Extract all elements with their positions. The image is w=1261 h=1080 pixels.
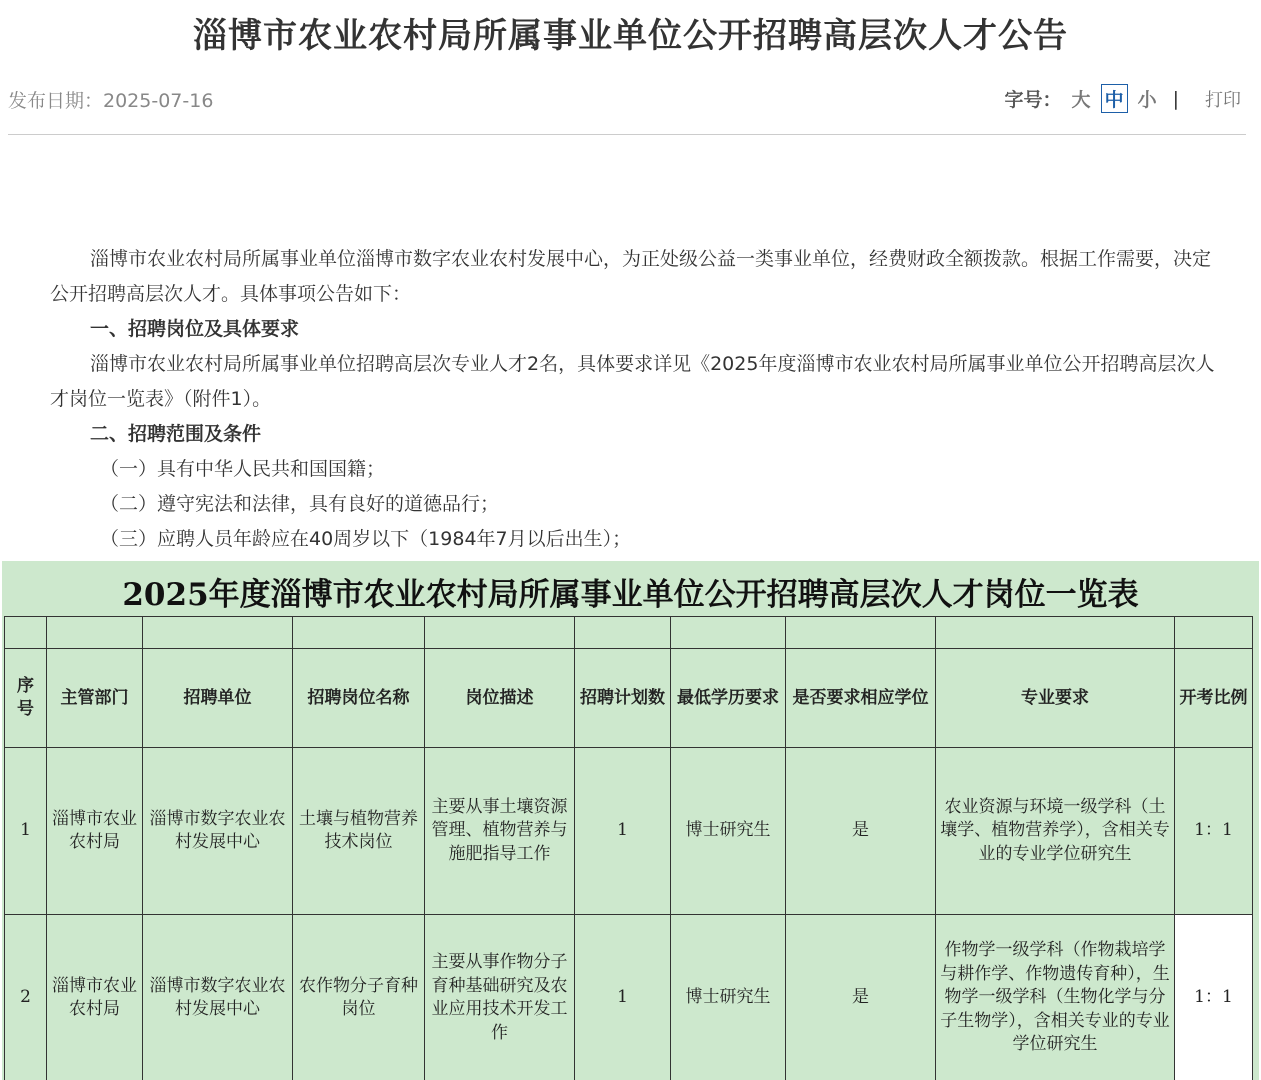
cell-count: 1: [575, 915, 671, 1080]
cell-position: 土壤与植物营养技术岗位: [293, 748, 425, 915]
intro-paragraph: 淄博市农业农村局所属事业单位淄博市数字农业农村发展中心，为正处级公益一类事业单位，经费财政全额拨款。根据工作需要，决定公开招聘高层次人才。具体事项公告如下：: [50, 248, 1212, 305]
header-cell: 是否要求相应学位: [786, 649, 936, 748]
cell-degree: 是: [786, 748, 936, 915]
header-cell: 招聘计划数: [575, 649, 671, 748]
font-size-label: 字号：: [1004, 89, 1062, 111]
header-cell: 开考比例: [1175, 649, 1253, 748]
cell-education: 博士研究生: [671, 915, 786, 1080]
table-row: [5, 748, 1253, 915]
condition-item: （一）具有中华人民共和国国籍；: [100, 458, 386, 480]
header-cell: 最低学历要求: [671, 649, 786, 748]
article-body: [50, 242, 1225, 557]
cell-unit: 淄博市数字农业农村发展中心: [143, 915, 293, 1080]
cell-major: 农业资源与环境一级学科（土壤学、植物营养学），含相关专业的专业学位研究生: [936, 748, 1175, 915]
page-title: 淄博市农业农村局所属事业单位公开招聘高层次人才公告: [193, 16, 1068, 56]
header-cell: 专业要求: [936, 649, 1175, 748]
cell-position: 农作物分子育种岗位: [293, 915, 425, 1080]
positions-table: [4, 616, 1253, 1080]
condition-item: （二）遵守宪法和法律，具有良好的道德品行；: [100, 493, 500, 515]
header-cell: 岗位描述: [425, 649, 575, 748]
header-cell: 招聘岗位名称: [293, 649, 425, 748]
header-cell: 序号: [5, 649, 47, 748]
section1-paragraph: 淄博市农业农村局所属事业单位招聘高层次专业人才2名，具体要求详见《2025年度淄博市农业农村局所属事业单位公开招聘高层次人才岗位一览表》（附件1）。: [50, 353, 1215, 410]
attachment-table-image: [2, 561, 1259, 1080]
font-size-large-button[interactable]: 大: [1071, 89, 1091, 111]
publish-date: 发布日期：2025-07-16: [8, 90, 214, 112]
font-size-small-button[interactable]: 小: [1137, 89, 1157, 111]
cell-count: 1: [575, 748, 671, 915]
cell-major: 作物学一级学科（作物栽培学与耕作学、作物遗传育种），生物学一级学科（生物化学与分子生物学），含相关专业的专业学位研究生: [936, 915, 1175, 1080]
cell-dept: 淄博市农业农村局: [47, 915, 143, 1080]
font-size-medium-button[interactable]: 中: [1101, 84, 1128, 113]
cell-description: 主要从事作物分子育种基础研究及农业应用技术开发工作: [425, 915, 575, 1080]
cell-no: 2: [5, 915, 47, 1080]
table-row: [5, 915, 1253, 1080]
cell-degree: 是: [786, 915, 936, 1080]
cell-dept: 淄博市农业农村局: [47, 748, 143, 915]
cell-ratio: 1：1: [1175, 915, 1253, 1080]
cell-description: 主要从事土壤资源管理、植物营养与施肥指导工作: [425, 748, 575, 915]
cell-no: 1: [5, 748, 47, 915]
toolbar-separator: |: [1172, 87, 1179, 110]
table-header-row: [5, 649, 1253, 748]
cell-unit: 淄博市数字农业农村发展中心: [143, 748, 293, 915]
spacer-row: [5, 617, 1253, 649]
header-cell: 主管部门: [47, 649, 143, 748]
section2-heading: 二、招聘范围及条件: [90, 423, 262, 445]
header-divider: [8, 134, 1246, 135]
table-title: 2025年度淄博市农业农村局所属事业单位公开招聘高层次人才岗位一览表: [122, 577, 1139, 613]
cell-ratio: 1：1: [1175, 748, 1253, 915]
condition-item: （三）应聘人员年龄应在40周岁以下（1984年7月以后出生）；: [100, 528, 632, 550]
section1-heading: 一、招聘岗位及具体要求: [90, 318, 300, 340]
font-size-toolbar: [1005, 84, 1241, 113]
cell-education: 博士研究生: [671, 748, 786, 915]
header-cell: 招聘单位: [143, 649, 293, 748]
print-button[interactable]: 打印: [1205, 89, 1241, 111]
